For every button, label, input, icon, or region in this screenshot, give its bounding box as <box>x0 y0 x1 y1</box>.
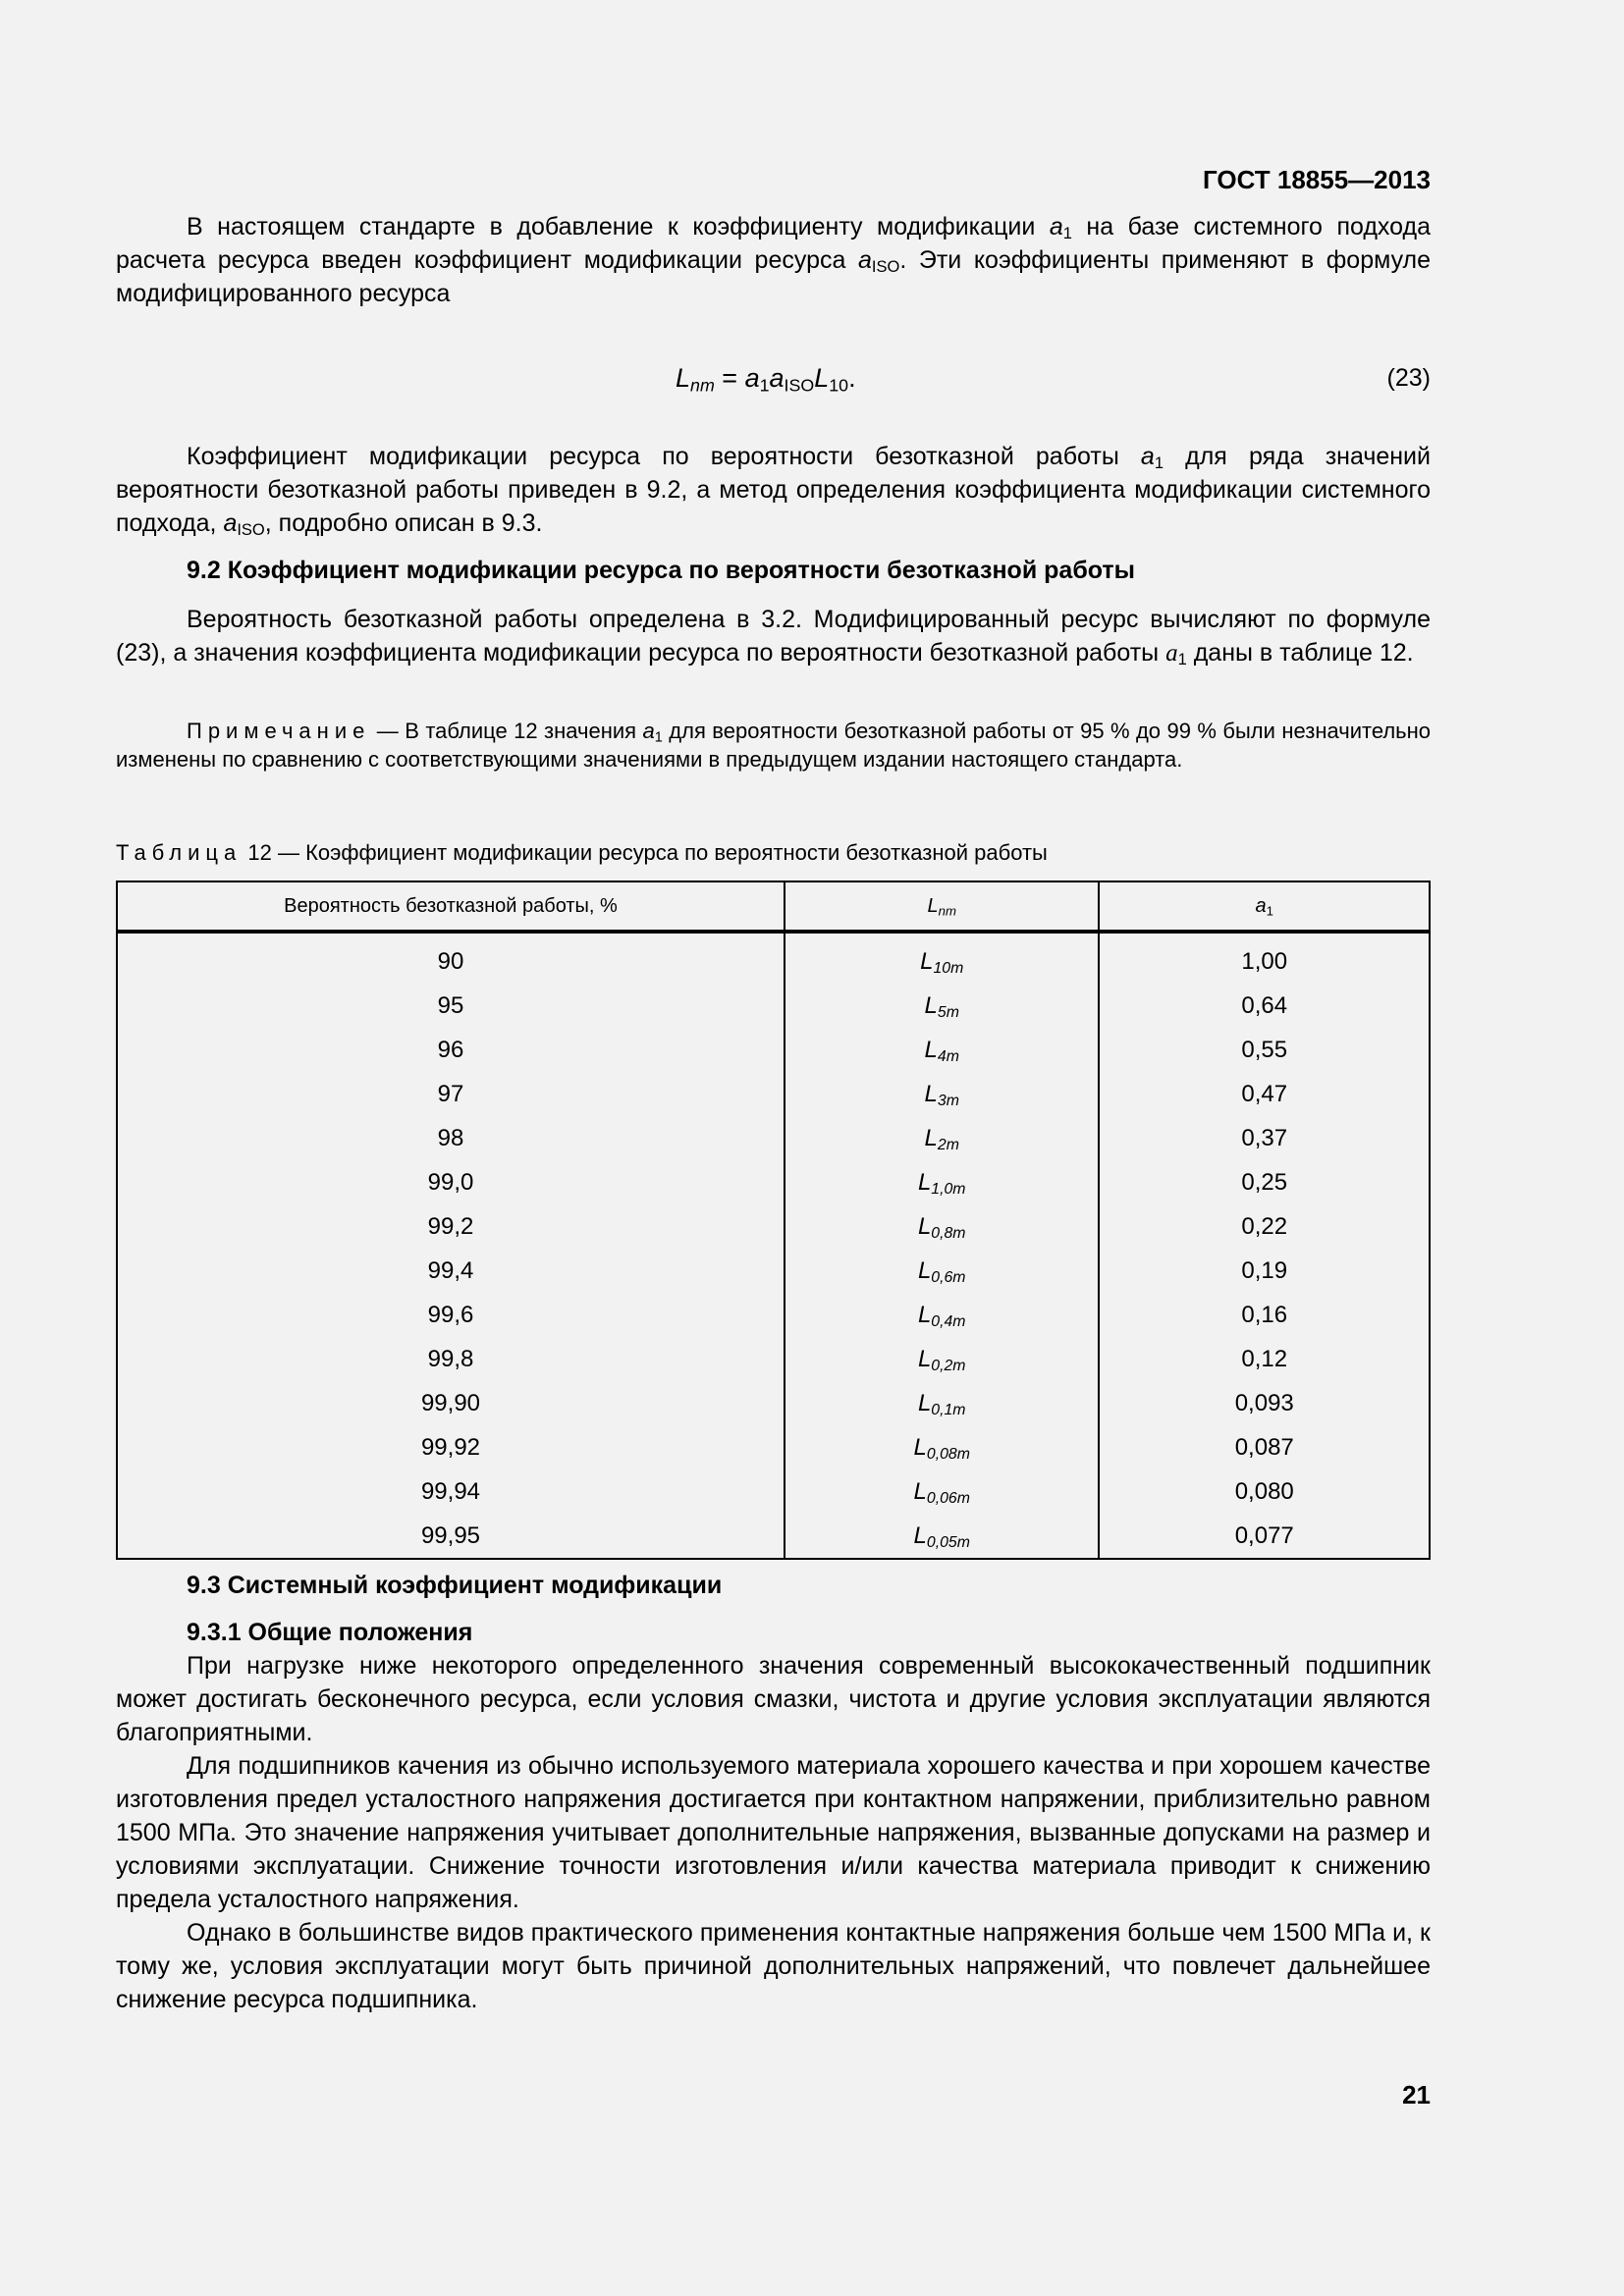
table-row <box>117 1249 1430 1293</box>
table-row <box>117 984 1430 1028</box>
note-label: Примечание <box>187 719 371 743</box>
cell-resource: $L_{0,1m}$ <box>785 1381 1100 1425</box>
table-row <box>117 1381 1430 1425</box>
table-row <box>117 1116 1430 1160</box>
formula-23 <box>116 361 1431 395</box>
header-probability: Вероятность безотказной работы, % <box>117 881 785 932</box>
document-header: ГОСТ 18855—2013 <box>1203 165 1431 194</box>
table-caption: Таблица 12 — Коэффициент модификации ресурса по вероятности безотказной работы <box>116 840 1048 865</box>
cell-coefficient: 0,25 <box>1099 1160 1430 1204</box>
cell-resource: $L_{4m}$ <box>785 1028 1100 1072</box>
cell-coefficient: 0,22 <box>1099 1204 1430 1249</box>
cell-resource: $L_{0,4m}$ <box>785 1293 1100 1337</box>
table-row <box>117 1028 1430 1072</box>
table-row <box>117 1514 1430 1559</box>
cell-probability: 99,95 <box>420 1522 481 1549</box>
cell-probability: 99,8 <box>427 1345 474 1372</box>
text: . Эти коэффициенты применяют в формуле модифицированного ресурса <box>116 246 1432 307</box>
cell-coefficient: 0,077 <box>1099 1514 1430 1559</box>
cell-coefficient: 0,64 <box>1099 984 1430 1028</box>
cell-probability: 97 <box>437 1080 464 1107</box>
cell-probability: 90 <box>437 947 464 975</box>
cell-resource: $L_{0,05m}$ <box>785 1514 1100 1559</box>
cell-resource: $L_{0,8m}$ <box>785 1204 1100 1249</box>
header-coefficient: $a_1$ <box>1099 881 1430 932</box>
cell-probability: 99,90 <box>420 1389 481 1416</box>
cell-resource: $L_{1,0m}$ <box>785 1160 1100 1204</box>
note: Примечание — В таблице 12 значения $a_1$ для вероятности безотказной работы от 95 % до 99 % были незначительно изменены по сравнению с соответствующими значениями в предыдущем издании настоящего стандарта. <box>116 719 1432 772</box>
intro-paragraph <box>116 210 1431 310</box>
table-row <box>117 932 1430 984</box>
header-resource: $L_{nm}$ <box>785 881 1100 932</box>
cell-probability: 95 <box>437 991 464 1019</box>
table-row <box>117 1469 1430 1514</box>
cell-coefficient: 0,55 <box>1099 1028 1430 1072</box>
paragraph-coefficient: Коэффициент модификации ресурса по вероятности безотказной работы $a_1$ для ряда значений вероятности безотказной работы приведен в 9.2, а метод определения коэффициента модификации системного подхода, $a_{ISO}$, подробно описан в 9.3. <box>116 443 1431 540</box>
table-header-row <box>117 881 1430 932</box>
cell-coefficient: 0,087 <box>1099 1425 1430 1469</box>
section-heading-9-3: 9.3 Системный коэффициент модификации <box>187 1572 723 1599</box>
symbol: a <box>857 246 872 274</box>
cell-probability: 99,2 <box>427 1212 474 1240</box>
symbol: a <box>1049 213 1063 240</box>
table-12 <box>116 881 1431 1560</box>
table-row <box>117 1293 1430 1337</box>
text: В настоящем стандарте в добавление к коэффициенту модификации <box>187 213 1050 240</box>
cell-probability: 96 <box>437 1036 464 1063</box>
section-heading-9-2: 9.2 Коэффициент модификации ресурса по вероятности безотказной работы <box>187 557 1136 584</box>
formula-number: (23) <box>1386 364 1431 392</box>
table-row <box>117 1160 1430 1204</box>
cell-resource: $L_{0,2m}$ <box>785 1337 1100 1381</box>
cell-coefficient: 0,12 <box>1099 1337 1430 1381</box>
subscript: ISO <box>871 258 900 277</box>
cell-coefficient: 0,47 <box>1099 1072 1430 1116</box>
cell-coefficient: 0,16 <box>1099 1293 1430 1337</box>
table-row <box>117 1072 1430 1116</box>
cell-resource: $L_{0,08m}$ <box>785 1425 1100 1469</box>
cell-probability: 99,4 <box>427 1256 474 1284</box>
cell-resource: $L_{3m}$ <box>785 1072 1100 1116</box>
page-number: 21 <box>1402 2080 1431 2109</box>
paragraph-contact-stress: Однако в большинстве видов практического применения контактные напряжения больше чем 1500 МПа и, к тому же, условия эксплуатации могут быть причиной дополнительных напряжений, что повлечет дальнейшее снижение ресурса подшипника. <box>116 1919 1431 2013</box>
formula-expression: $L_{nm} = a_1a_{ISO}L_{10}$. <box>676 363 856 396</box>
cell-coefficient: 0,19 <box>1099 1249 1430 1293</box>
cell-resource: $L_{0,06m}$ <box>785 1469 1100 1514</box>
cell-coefficient: 0,37 <box>1099 1116 1430 1160</box>
cell-resource: $L_{5m}$ <box>785 984 1100 1028</box>
paragraph-infinite-life: При нагрузке ниже некоторого определенного значения современный высококачественный подшипник может достигать бесконечного ресурса, если условия смазки, чистота и другие условия эксплуатации являются благоприятными. <box>116 1652 1431 1746</box>
table-row <box>117 1337 1430 1381</box>
cell-coefficient: 0,080 <box>1099 1469 1430 1514</box>
cell-probability: 99,94 <box>420 1477 481 1505</box>
cell-coefficient: 1,00 <box>1099 932 1430 984</box>
document-page <box>116 0 1431 2296</box>
cell-resource: $L_{2m}$ <box>785 1116 1100 1160</box>
cell-probability: 98 <box>437 1124 464 1151</box>
cell-probability: 99,6 <box>427 1301 474 1328</box>
section-heading-9-3-1: 9.3.1 Общие положения <box>187 1619 473 1646</box>
cell-coefficient: 0,093 <box>1099 1381 1430 1425</box>
subscript: 1 <box>1062 225 1072 243</box>
paragraph-fatigue-limit: Для подшипников качения из обычно используемого материала хорошего качества и при хорошем качестве изготовления предел усталостного напряжения достигается при контактном напряжении, приблизительно равном 1500 МПа. Это значение напряжения учитывает дополнительные напряжения, вызванные допусками на размер и условиями эксплуатации. Снижение точности изготовления и/или качества материала приводит к снижению предела усталостного напряжения. <box>116 1752 1431 1913</box>
table-row <box>117 1425 1430 1469</box>
paragraph-probability: Вероятность безотказной работы определена в 3.2. Модифицированный ресурс вычисляют по формуле (23), а значения коэффициента модификации ресурса по вероятности безотказной работы $a_1$ даны в таблице 12. <box>116 606 1431 669</box>
cell-resource: $L_{0,6m}$ <box>785 1249 1100 1293</box>
cell-resource: $L_{10m}$ <box>785 932 1100 984</box>
cell-probability: 99,92 <box>420 1433 481 1461</box>
table-row <box>117 1204 1430 1249</box>
cell-probability: 99,0 <box>427 1168 474 1196</box>
text: на базе системного подхода расчета ресурса введен коэффициент модификации ресурса <box>116 213 1431 274</box>
